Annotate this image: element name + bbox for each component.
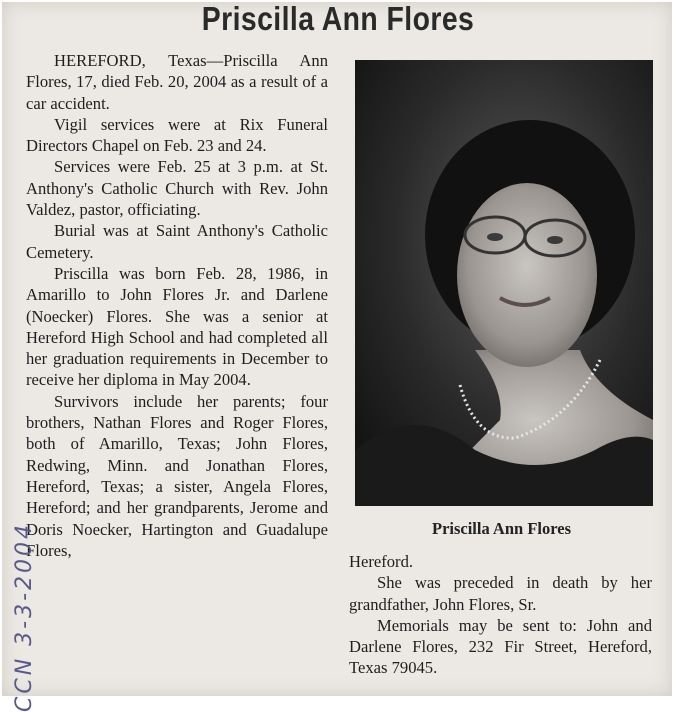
article-column-left bbox=[26, 50, 328, 561]
photo-caption: Priscilla Ann Flores bbox=[431, 519, 572, 538]
article-paragraph: Vigil services were at Rix Funeral Directors Chapel on Feb. 23 and 24. bbox=[26, 114, 328, 156]
article-paragraph: HEREFORD, Texas—Priscilla Ann Flores, 17, died Feb. 20, 2004 as a result of a car accident. bbox=[26, 51, 328, 113]
article-paragraph: Burial was at Saint Anthony's Catholic Cemetery. bbox=[26, 221, 328, 262]
article-paragraph: Survivors include her parents; four brothers, Nathan Flores and Roger Flores, both of Amarillo, Texas; John Flores, Redwing, Minn. and Jonathan Flores, Hereford, Texas; a sister, Angela Flores, Hereford; and her grandparents, Jerome and Doris Noecker, Hartington and Guadalupe Flores, bbox=[26, 391, 328, 560]
article-column-right bbox=[349, 551, 652, 679]
article-paragraph: She was preceded in death by her grandfather, John Flores, Sr. bbox=[349, 573, 652, 614]
article-paragraph: Memorials may be sent to: John and Darlene Flores, 232 Fir Street, Hereford, Texas 79045. bbox=[349, 615, 652, 678]
handwritten-date-note bbox=[0, 282, 37, 712]
portrait-photo bbox=[355, 60, 653, 506]
article-paragraph: Priscilla was born Feb. 28, 1986, in Amarillo to John Flores Jr. and Darlene (Noecker) Flores. She was a senior at Hereford High School and had completed all her graduation requirements in December to receive her diploma in May 2004. bbox=[26, 263, 328, 390]
obituary-headline: Priscilla Ann Flores bbox=[201, 0, 475, 37]
article-paragraph: Services were Feb. 25 at 3 p.m. at St. Anthony's Catholic Church with Rev. John Valdez, pastor, officiating. bbox=[26, 157, 328, 220]
handwritten-text: CCN 3-3-2004 bbox=[12, 521, 37, 712]
article-paragraph: Hereford. bbox=[349, 552, 414, 571]
